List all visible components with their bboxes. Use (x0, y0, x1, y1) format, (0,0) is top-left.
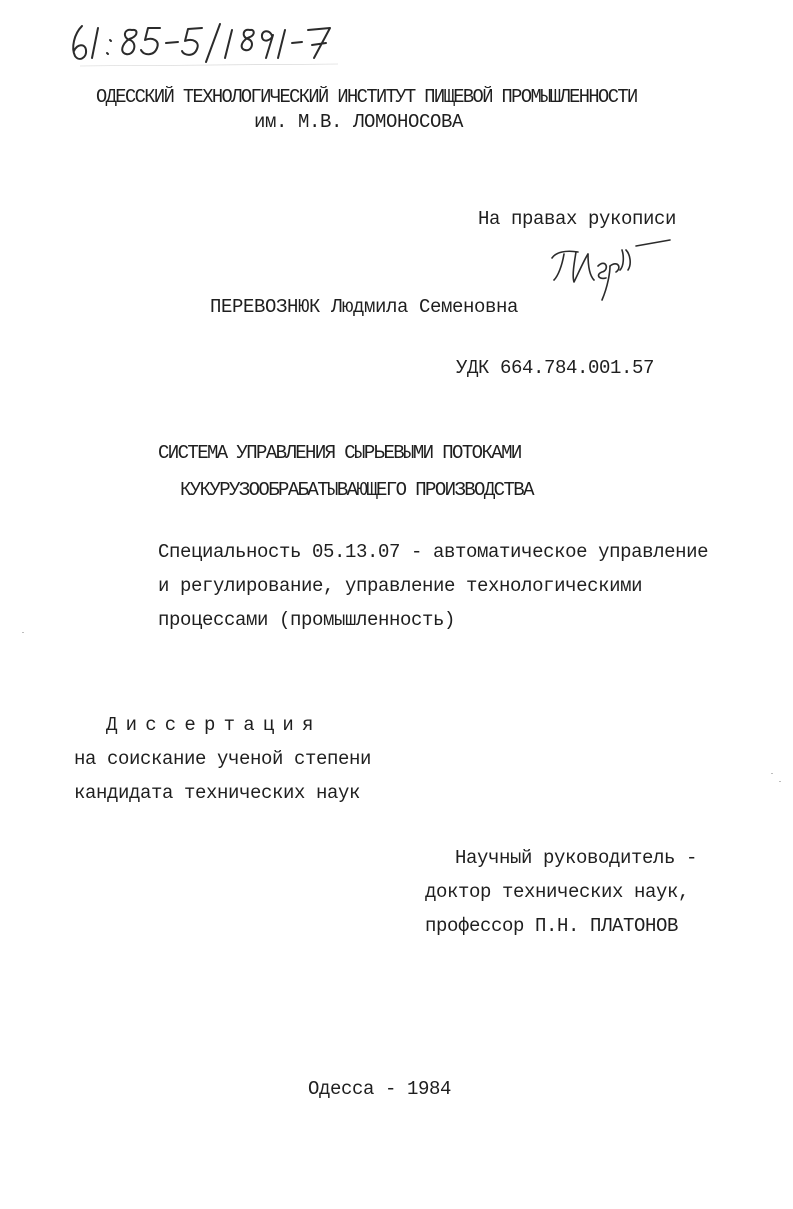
udc-code: УДК 664.784.001.57 (456, 357, 655, 379)
rights-note: На правах рукописи (478, 208, 677, 230)
supervisor-degree: доктор технических наук, (425, 881, 690, 903)
dissertation-title-line-2: КУКУРУЗООБРАБАТЫВАЮЩЕГО ПРОИЗВОДСТВА (180, 479, 533, 501)
dissertation-label: Диссертация (106, 714, 322, 736)
specialty-line-3: процессами (промышленность) (158, 609, 456, 631)
degree-line-2: кандидата технических наук (74, 782, 361, 804)
scan-speck (771, 773, 773, 774)
specialty-line-2: и регулирование, управление технологическими (158, 575, 643, 597)
supervisor-role: Научный руководитель - (455, 847, 698, 869)
supervisor-name: профессор П.Н. ПЛАТОНОВ (425, 915, 679, 937)
author-name: ПЕРЕВОЗНЮК Людмила Семеновна (210, 296, 519, 318)
institution-name: ОДЕССКИЙ ТЕХНОЛОГИЧЕСКИЙ ИНСТИТУТ ПИЩЕВОЙ ПРОМЫШЛЕННОСТИ (96, 86, 637, 108)
city-year: Одесса - 1984 (308, 1078, 452, 1100)
scan-speck (779, 781, 781, 782)
author-signature (548, 236, 673, 308)
dissertation-title-line-1: СИСТЕМА УПРАВЛЕНИЯ СЫРЬЕВЫМИ ПОТОКАМИ (158, 442, 521, 464)
degree-line-1: на соискание ученой степени (74, 748, 372, 770)
archive-mark-handwriting (68, 18, 348, 68)
institution-name-suffix: им. М.В. ЛОМОНОСОВА (254, 111, 464, 133)
scan-speck (22, 632, 24, 633)
specialty-line-1: Специальность 05.13.07 - автоматическое управление (158, 541, 709, 563)
